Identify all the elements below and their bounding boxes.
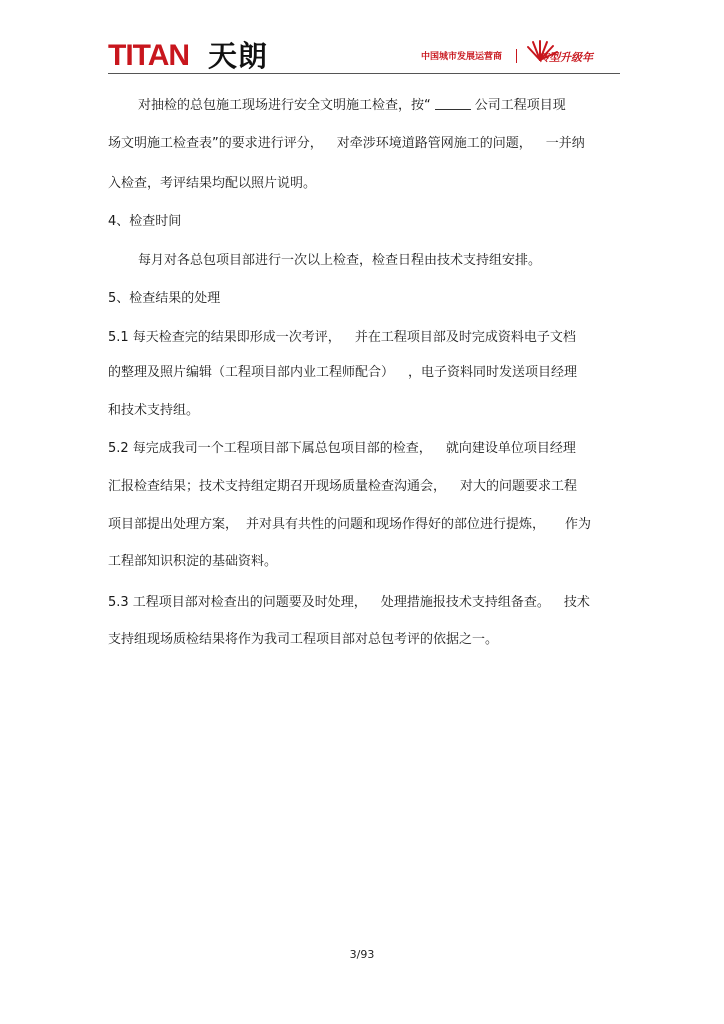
page-number: 3/93 [349, 948, 375, 961]
paragraph-line: 每月对各总包项目部进行一次以上检查，检查日程由技术支持组安排。 [138, 253, 542, 268]
fill-in-blank [435, 97, 471, 110]
company-slogan: 中国城市发展运营商 [421, 52, 503, 62]
section-heading: 5、检查结果的处理 [108, 291, 221, 306]
paragraph-line: 入检查，考评结果均配以照片说明。 [108, 176, 317, 191]
paragraph-line: 对抽检的总包施工现场进行安全文明施工检查，按“ 公司工程项目现 [138, 98, 566, 113]
header-rule [108, 73, 620, 74]
titan-logo: TITAN [108, 39, 190, 72]
paragraph-line: 支持组现场质检结果将作为我司工程项目部对总包考评的依据之一。 [108, 632, 499, 647]
paragraph-line: 5.2 每完成我司一个工程项目部下属总包项目部的检查， 就向建设单位项目经理 [108, 441, 576, 456]
section-heading: 4、检查时间 [108, 214, 182, 229]
tianlang-logo: 天朗 [208, 39, 269, 73]
paragraph-line: 和技术支持组。 [108, 403, 200, 418]
paragraph-line: 5.1 每天检查完的结果即形成一次考评， 并在工程项目部及时完成资料电子文档 [108, 330, 576, 345]
paragraph-line: 场文明施工检查表”的要求进行评分， 对牵涉环境道路管网施工的问题， 一并纳 [108, 136, 585, 151]
page-header [108, 38, 620, 78]
paragraph-line: 工程部知识积淀的基础资料。 [108, 554, 278, 569]
paragraph-line: 5.3 工程项目部对检查出的问题要及时处理， 处理措施报技术支持组备查。 技术 [108, 595, 590, 610]
tagline: 转型升级年 [538, 51, 593, 64]
slogan-divider [516, 49, 517, 63]
paragraph-line: 汇报检查结果；技术支持组定期召开现场质量检查沟通会， 对大的问题要求工程 [108, 479, 578, 494]
paragraph-line: 的整理及照片编辑（工程项目部内业工程师配合） ，电子资料同时发送项目经理 [108, 365, 578, 380]
paragraph-line: 项目部提出处理方案， 并对具有共性的问题和现场作得好的部位进行提炼， 作为 [108, 517, 592, 532]
